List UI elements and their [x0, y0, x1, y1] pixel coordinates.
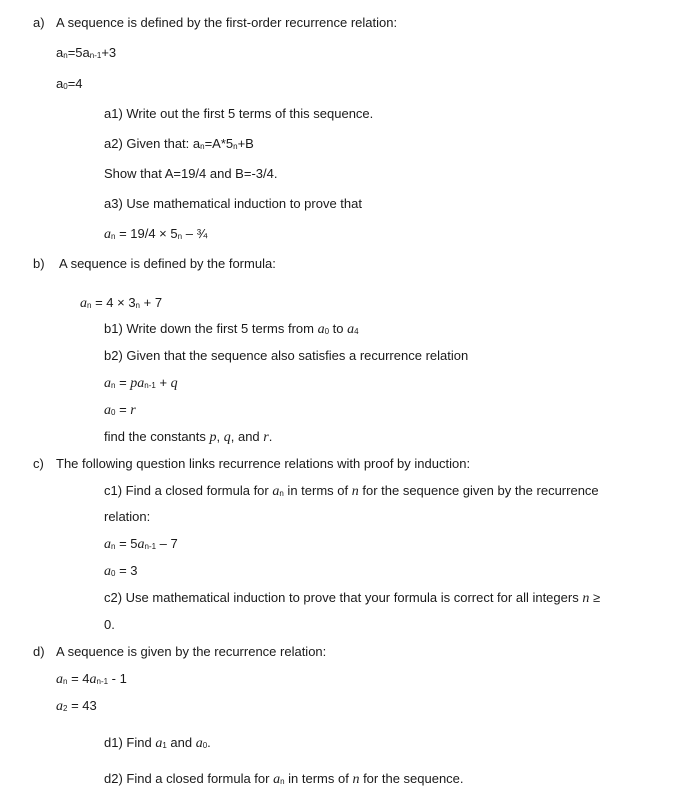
part-a-show: Show that A=19/4 and B=-3/4.: [104, 166, 278, 181]
part-d-label: d): [33, 644, 45, 659]
part-b-formula: an = 4 × 3n + 7: [80, 295, 163, 311]
part-b-find: find the constants p, q, and r.: [104, 429, 273, 445]
part-a3: a3) Use mathematical induction to prove that: [104, 196, 362, 211]
part-b-intro: A sequence is defined by the formula:: [59, 256, 276, 271]
part-d-intro: A sequence is given by the recurrence relation:: [56, 644, 327, 659]
part-a-initial: a0=4: [56, 76, 83, 91]
part-c-recurrence: an = 5an-1 – 7: [104, 536, 178, 552]
part-b-heading: [33, 256, 276, 272]
part-d-recurrence: an = 4an-1 - 1: [56, 671, 127, 687]
part-c2: c2) Use mathematical induction to prove that your formula is correct for all integers n ≥: [104, 590, 601, 606]
part-d1: d1) Find a1 and a0.: [104, 735, 211, 751]
part-c-intro: The following question links recurrence relations with proof by induction:: [56, 456, 471, 471]
part-c2-line2: 0.: [104, 617, 115, 632]
part-d2: d2) Find a closed formula for an in terms of n for the sequence.: [104, 771, 464, 787]
part-b-recurrence: an = pan-1 + q: [104, 375, 178, 391]
part-d-initial: a2 = 43: [56, 698, 97, 714]
part-b-label: b): [33, 256, 45, 271]
part-c1-line2: relation:: [104, 509, 151, 524]
part-a-formula: an = 19/4 × 5n – ¾: [104, 226, 208, 242]
part-b2: b2) Given that the sequence also satisfies a recurrence relation: [104, 348, 469, 363]
part-d-heading: [33, 644, 327, 660]
part-a2: a2) Given that: an=A*5n+B: [104, 136, 254, 151]
part-a-label: a): [33, 15, 45, 30]
part-c-label: c): [33, 456, 44, 471]
part-a-recurrence: an=5an-1+3: [56, 45, 117, 60]
part-a-heading: [33, 15, 398, 31]
part-b-initial: a0 = r: [104, 402, 136, 418]
part-c-initial: a0 = 3: [104, 563, 138, 579]
part-c1: c1) Find a closed formula for an in terms of n for the sequence given by the recurrence: [104, 483, 599, 499]
part-a-intro: A sequence is defined by the first-order recurrence relation:: [56, 15, 398, 30]
part-c-heading: [33, 456, 471, 472]
part-a1: a1) Write out the first 5 terms of this sequence.: [104, 106, 374, 121]
part-b1: b1) Write down the first 5 terms from a0 to a4: [104, 321, 359, 337]
